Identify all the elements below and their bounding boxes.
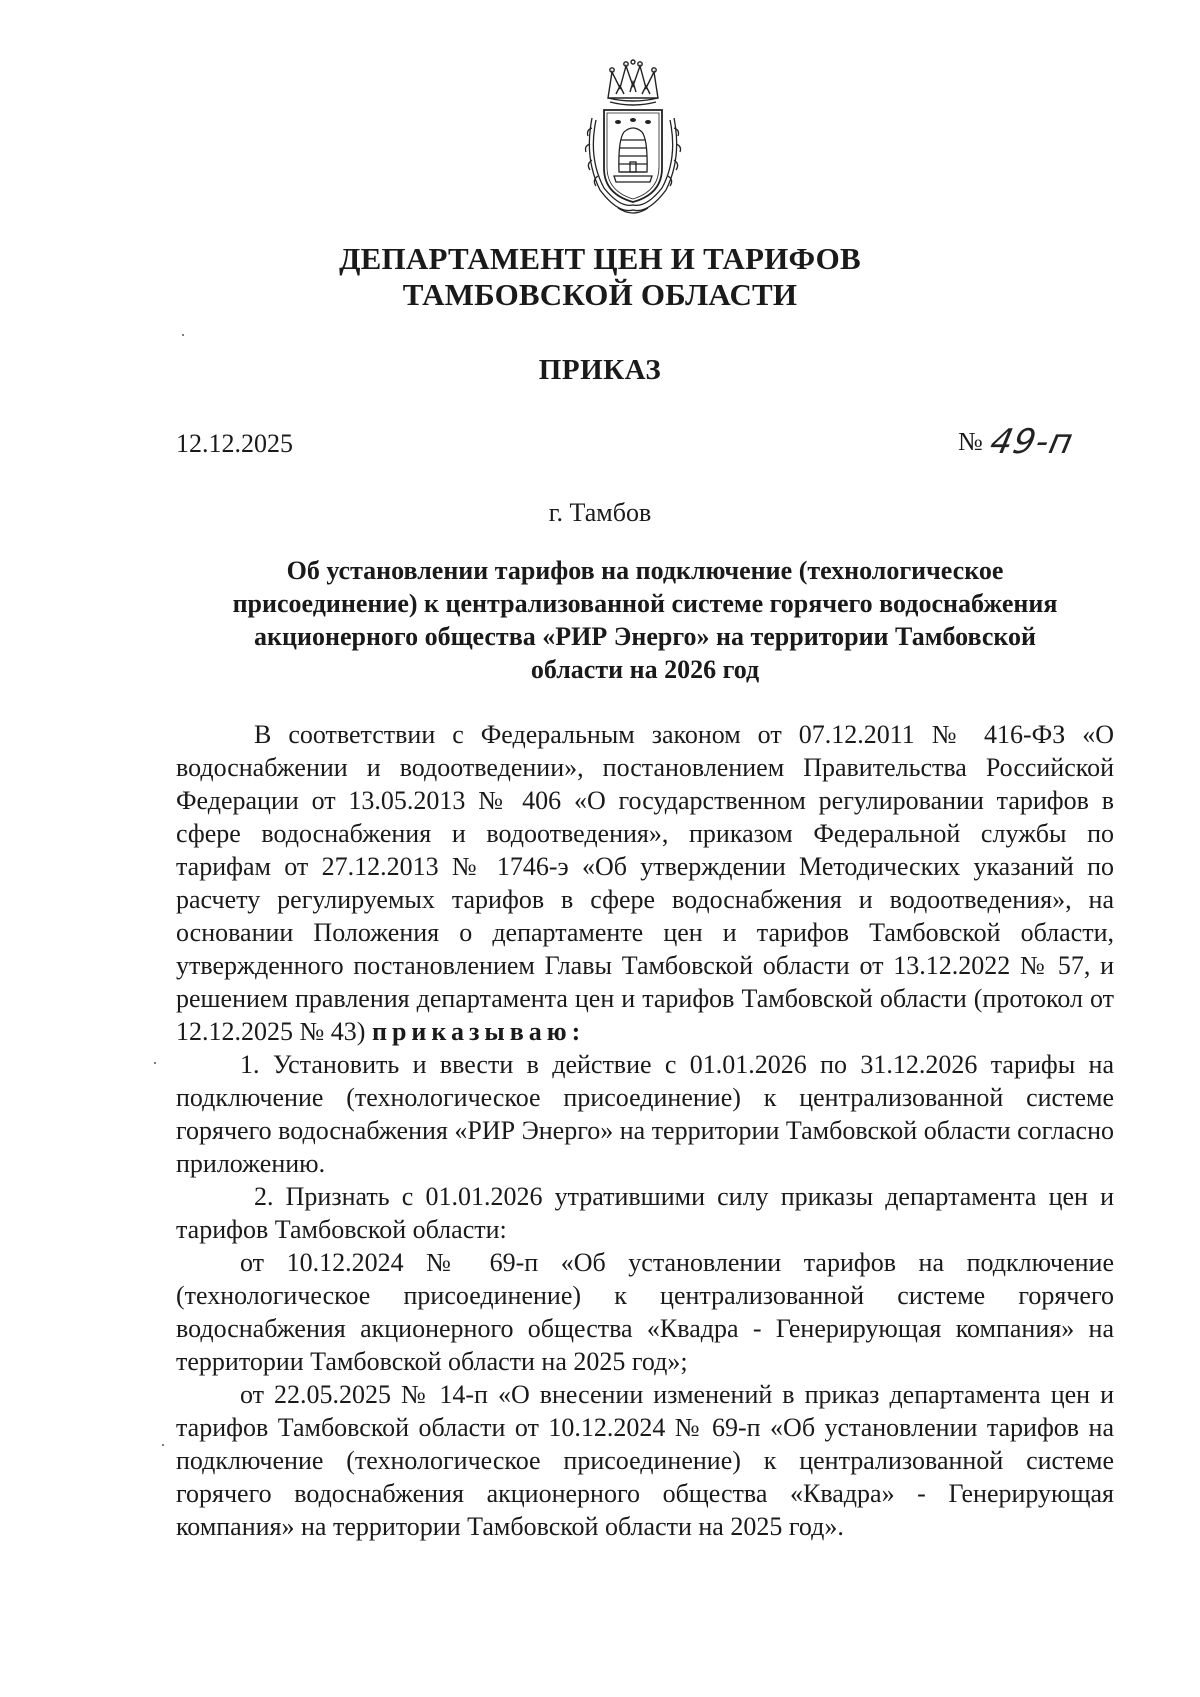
department-name-line2: ТАМБОВСКОЙ ОБЛАСТИ — [402, 277, 798, 312]
subject-line: акционерного общества «РИР Энерго» на территории Тамбовской — [254, 622, 1036, 651]
order-verb: приказываю: — [371, 1017, 586, 1046]
item-1-paragraph: 1. Установить и ввести в действие с 01.01.2026 по 31.12.2026 тарифы на подключение (технологическое присоединение) к централизованной системе горячего водоснабжения «РИР Энерго» на территории Тамбовской области согласно приложению. — [176, 1050, 1114, 1178]
order-number — [958, 418, 1077, 463]
coat-of-arms-emblem — [578, 58, 688, 218]
scan-speck — [154, 1062, 156, 1064]
order-subject — [176, 554, 1114, 686]
order-number-handwritten: 49-п — [986, 422, 1077, 463]
scan-speck — [162, 1444, 164, 1446]
item-2a-paragraph: от 10.12.2024 № 69-п «Об установлении тарифов на подключение (технологическое присоединение) к централизованной системе горячего водоснабжения акционерного общества «Квадра - Генерирующая компания» на территории Тамбовской области на 2025 год»; — [176, 1248, 1114, 1376]
item-2b-paragraph: от 22.05.2025 № 14-п «О внесении изменений в приказ департамента цен и тарифов Тамбовской области от 10.12.2024 № 69-п «Об установлении тарифов на подключение (технологическое присоединение) к централизованной системе горячего водоснабжения акционерного общества «Квадра» - Генерирующая компания» на территории Тамбовской области на 2025 год». — [176, 1380, 1114, 1541]
item-2-paragraph: 2. Признать с 01.01.2026 утратившими силу приказы департамента цен и тарифов Тамбовской области: — [176, 1182, 1114, 1244]
order-date: 12.12.2025 — [176, 429, 293, 458]
preamble-paragraph — [176, 718, 1114, 1048]
subject-line: Об установлении тарифов на подключение (технологическое — [286, 556, 1004, 585]
subject-line: присоединение) к централизованной системе горячего водоснабжения — [232, 589, 1058, 618]
subject-line: области на 2026 год — [530, 655, 760, 684]
order-body — [176, 718, 1114, 1543]
city-name: г. Тамбов — [548, 498, 652, 527]
number-sign: № — [958, 427, 983, 457]
department-name-line1: ДЕПАРТАМЕНТ ЦЕН И ТАРИФОВ — [339, 241, 861, 276]
preamble-text: В соответствии с Федеральным законом от 07.12.2011 № 416-ФЗ «О водоснабжении и водоотведении», постановлением Правительства Российской Федерации от 13.05.2013 № 406 «О государственном регулировании тарифов в сфере водоснабжения и водоотведения», приказом Федеральной службы по тарифам от 27.12.2013 № 1746-э «Об утверждении Методических указаний по расчету регулируемых тарифов в сфере водоснабжения и водоотведения», на основании Положения о департаменте цен и тарифов Тамбовской области, утвержденного постановлением Главы Тамбовской области от 13.12.2022 № 57, и решением правления департамента цен и тарифов Тамбовской области (протокол от 12.12.2025 № 43) — [176, 720, 1114, 1046]
scan-speck — [182, 334, 184, 336]
document-type-title: ПРИКАЗ — [538, 354, 662, 386]
